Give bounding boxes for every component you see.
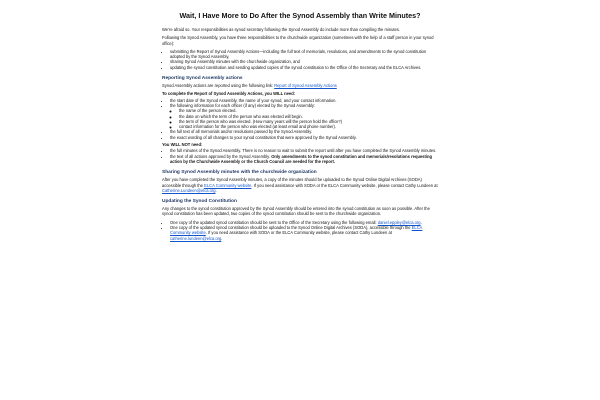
list-item: [170, 103, 438, 129]
section-heading-updating: Updating the Synod Constitution: [162, 199, 237, 205]
list-item: [170, 225, 438, 241]
reporting-lead-text: Synod Assembly actions are reported using the following link:: [162, 83, 275, 89]
sharing-text: . If you need assistance with SODA or the ELCA Community website, please contact Cathy Lundeen at: [251, 182, 438, 188]
elca-community-link[interactable]: ELCA Community website: [204, 182, 252, 188]
sharing-text: After you have completed the Synod Assembly minutes, a copy of the minutes should be uploaded to the Synod Online Digital Archives (SODA) accessible through the: [162, 177, 422, 188]
list-item-text: .: [221, 235, 223, 241]
section-heading-sharing: Sharing Synod Assembly minutes with the churchwide organization: [162, 170, 317, 176]
intro-paragraph: We’re afraid so. Your responsibilities as synod secretary following the Synod Assembly do include more than compiling the minutes.: [162, 27, 400, 32]
list-item: • the full text of all memorials and/or resolutions passed by the Synod Assembly.: [170, 129, 438, 134]
list-item: [170, 154, 438, 165]
officer-info-list: [170, 108, 438, 129]
list-item: • submitting the Report of Synod Assembly Actions—including the full text of memorials, resolutions, and amendments to the synod constitution adopted by the Synod Assembly,: [170, 49, 438, 60]
list-item: • updating the synod constitution and sending updated copies of the synod constitution to the Office of the Secretary and the ELCA Archives.: [170, 65, 438, 70]
section-heading-reporting: Reporting Synod Assembly actions: [162, 76, 243, 82]
updating-list: [162, 220, 438, 241]
will-not-need-list: [162, 148, 438, 164]
sharing-text: .: [215, 187, 217, 193]
will-need-label: To complete the Report of Synod Assembly Actions, you WILL need:: [162, 91, 296, 97]
list-item-text: One copy of the updated synod constitution should be sent to the Office of the Secretary using the following email:: [170, 219, 378, 225]
document-title: Wait, I Have More to Do After the Synod Assembly than Write Minutes?: [179, 11, 421, 20]
list-item: • the start date of the Synod Assembly, the name of your synod, and your contact information.: [170, 98, 438, 103]
list-item-bold-text: Only amendments to the synod constitution and memorials/resolutions requesting action by the Churchwide Assembly or the Church Council are needed for the report.: [170, 153, 433, 164]
lundeen-email-link[interactable]: catherine.lundeen@elca.org: [170, 235, 222, 241]
responsibilities-list: [162, 49, 438, 70]
responsibilities-paragraph: Following the Synod Assembly, you have three responsibilities to the churchwide organization (sometimes with the help of a staff person in your synod office):: [162, 35, 434, 46]
list-item-text: . If you need assistance with SODA or the ELCA Community website, please contact Cathy Lundeen at: [205, 230, 392, 236]
list-item: ◦ contact information for the person who was elected (at least email and phone number).: [179, 124, 438, 129]
will-not-need-label: You WILL NOT need:: [162, 142, 203, 148]
list-item: ◦ the term of the person who was elected. (How many years will the person hold the office?): [179, 119, 438, 124]
sharing-paragraph: [162, 177, 438, 193]
document-page: [162, 8, 438, 243]
list-item: • the full minutes of the Synod Assembly. There is no reason to wait to submit the report until after you have completed the Synod Assembly minutes.: [170, 148, 438, 153]
reporting-lead: [162, 83, 438, 88]
list-item: • sharing Synod Assembly minutes with the churchwide organization, and: [170, 59, 438, 64]
eppley-email-link[interactable]: daniel.eppley@elca.org: [377, 219, 421, 225]
list-item-text: One copy of the updated synod constitution should be uploaded to the Synod Online Digital Archives (SODA), accessible through the: [170, 225, 412, 231]
report-actions-link[interactable]: Report of Synod Assembly Actions: [274, 83, 337, 89]
list-item-text: .: [420, 219, 422, 225]
list-item-text: the following information for each officer (if any) elected by the Synod Assembly:: [170, 102, 316, 108]
list-item-text: the text of all actions approved by the Synod Assembly.: [170, 153, 272, 159]
list-item: ◦ the date on which the term of the person who was elected will begin.: [179, 114, 438, 119]
will-need-list: [162, 98, 438, 140]
list-item: • the exact wording of all changes to your synod constitution that were approved by the Synod Assembly.: [170, 135, 438, 140]
updating-paragraph: Any changes to the synod constitution approved by the Synod Assembly should be entered into the synod constitution as soon as possible. After the synod constitution has been updated, two copies of the synod constitution should be sent to the churchwide organization.: [162, 206, 430, 217]
elca-community-link[interactable]: ELCA Community website: [170, 225, 423, 236]
lundeen-email-link[interactable]: Catherine.Lundeen@elca.org: [162, 187, 216, 193]
list-item: ◦ the name of the person elected.: [179, 108, 438, 113]
